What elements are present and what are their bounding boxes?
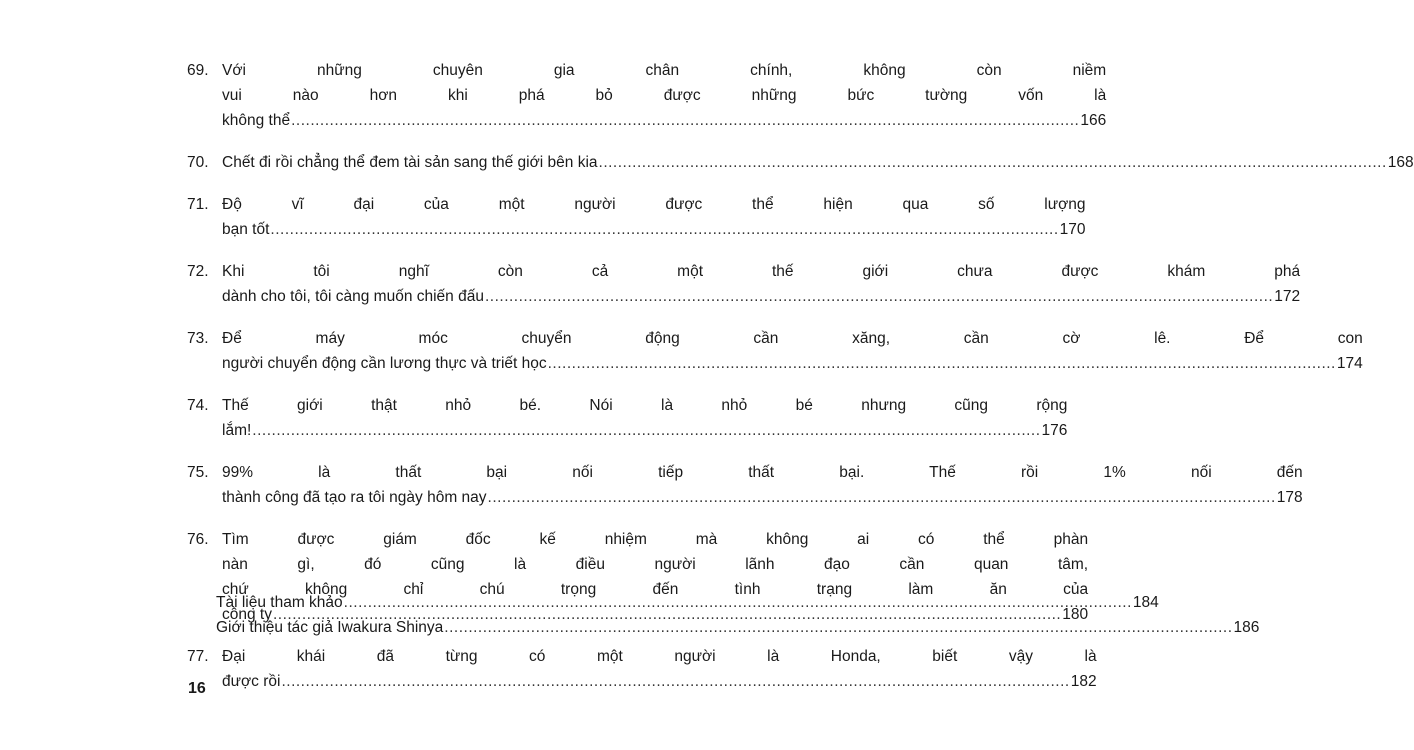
toc-entry-page: 170 — [1059, 221, 1086, 238]
toc-entry-title — [222, 460, 1303, 510]
appendix-entry-page: 186 — [1233, 619, 1260, 636]
toc-entry-line: bạn tốt — [222, 221, 270, 238]
toc-entry-line: Để máy móc chuyển động cần xăng, cần cờ lê. Để con — [222, 330, 1363, 347]
toc-entry-page: 168 — [1387, 154, 1414, 171]
toc-entry-title — [222, 393, 1067, 443]
toc-entry-line: dành cho tôi, tôi càng muốn chiến đấu — [222, 288, 484, 305]
toc-entry-number: 77. — [187, 648, 209, 665]
dot-leader — [444, 615, 1232, 640]
toc-entry-number: 71. — [187, 196, 209, 213]
dot-leader — [599, 150, 1387, 175]
toc-entry-line: Thế giới thật nhỏ bé. Nói là nhỏ bé nhưng cũng rộng — [222, 397, 1068, 414]
dot-leader — [291, 108, 1079, 133]
toc-entry-number: 69. — [187, 62, 209, 79]
toc-entry — [187, 58, 1107, 133]
dot-leader — [281, 669, 1069, 694]
toc-entry-title — [222, 259, 1300, 309]
toc-entry-number: 75. — [187, 464, 209, 481]
toc-entry — [187, 192, 1086, 242]
dot-leader — [270, 217, 1058, 242]
toc-entry-line: Với những chuyên gia chân chính, không còn niềm — [222, 62, 1107, 79]
toc-entry-number: 74. — [187, 397, 209, 414]
toc-entry-title — [222, 150, 1414, 175]
toc-entry-line: Đại khái đã từng có một người là Honda, biết vậy là — [222, 648, 1097, 665]
toc-entry-line: Độ vĩ đại của một người được thể hiện qua số lượng — [222, 196, 1086, 213]
toc-entry — [187, 326, 1363, 376]
toc-entry-page: 178 — [1276, 489, 1303, 506]
toc-entry-title — [222, 58, 1106, 133]
toc-entry-line: Khi tôi nghĩ còn cả một thế giới chưa được khám phá — [222, 263, 1301, 280]
toc-entry-line: được rồi — [222, 673, 281, 690]
appendix-entry-title: Giới thiệu tác giả Iwakura Shinya — [216, 619, 444, 636]
toc-entry-page: 166 — [1080, 112, 1107, 129]
toc-entry-line: Tìm được giám đốc kế nhiệm mà không ai có thể phàn — [222, 531, 1089, 548]
toc-entry — [187, 393, 1068, 443]
dot-leader — [252, 418, 1040, 443]
toc-entry-line: công ty — [222, 606, 272, 623]
toc-entry-page: 176 — [1041, 422, 1068, 439]
page-number: 16 — [188, 680, 206, 697]
toc-entry-line: người chuyển động cần lương thực và triết học — [222, 355, 547, 372]
toc-entry-title — [222, 192, 1086, 242]
toc-entry-line: không thể — [222, 112, 291, 129]
toc-entry-page: 174 — [1336, 355, 1363, 372]
toc-entry-line: lắm! — [222, 422, 252, 439]
toc-entry — [187, 259, 1301, 309]
toc-entry-title — [222, 644, 1097, 694]
toc-entry-page: 180 — [1062, 606, 1089, 623]
dot-leader — [488, 485, 1276, 510]
dot-leader — [548, 351, 1336, 376]
toc-entry-line: Chết đi rồi chẳng thể đem tài sản sang thế giới bên kia — [222, 154, 598, 171]
toc-entry-line: vui nào hơn khi phá bỏ được những bức tường vốn là — [222, 87, 1107, 104]
toc-entry-line: nàn gì, đó cũng là điều người lãnh đạo cần quan tâm, — [222, 556, 1089, 573]
appendix-entry — [216, 615, 1260, 640]
toc-entry-page: 172 — [1274, 288, 1301, 305]
toc-entry-number: 72. — [187, 263, 209, 280]
dot-leader — [485, 284, 1273, 309]
toc-entry-line: thành công đã tạo ra tôi ngày hôm nay — [222, 489, 487, 506]
toc-entry-number: 76. — [187, 531, 209, 548]
toc-entry-page: 182 — [1070, 673, 1097, 690]
toc-entry-line: 99% là thất bại nối tiếp thất bại. Thế rồi 1% nối đến — [222, 464, 1303, 481]
toc-entry-title — [222, 326, 1363, 376]
toc-entry — [187, 460, 1303, 510]
toc-entry-line: chứ không chỉ chú trọng đến tình trạng làm ăn của — [222, 581, 1089, 598]
dot-leader — [344, 590, 1132, 615]
toc-entry-number: 73. — [187, 330, 209, 347]
appendix-entry-page: 184 — [1132, 594, 1159, 611]
toc-entry — [187, 644, 1097, 694]
toc-entry-number: 70. — [187, 154, 209, 171]
toc-entry — [187, 150, 1414, 175]
appendix-entry-title: Tài liệu tham khảo — [216, 594, 343, 611]
